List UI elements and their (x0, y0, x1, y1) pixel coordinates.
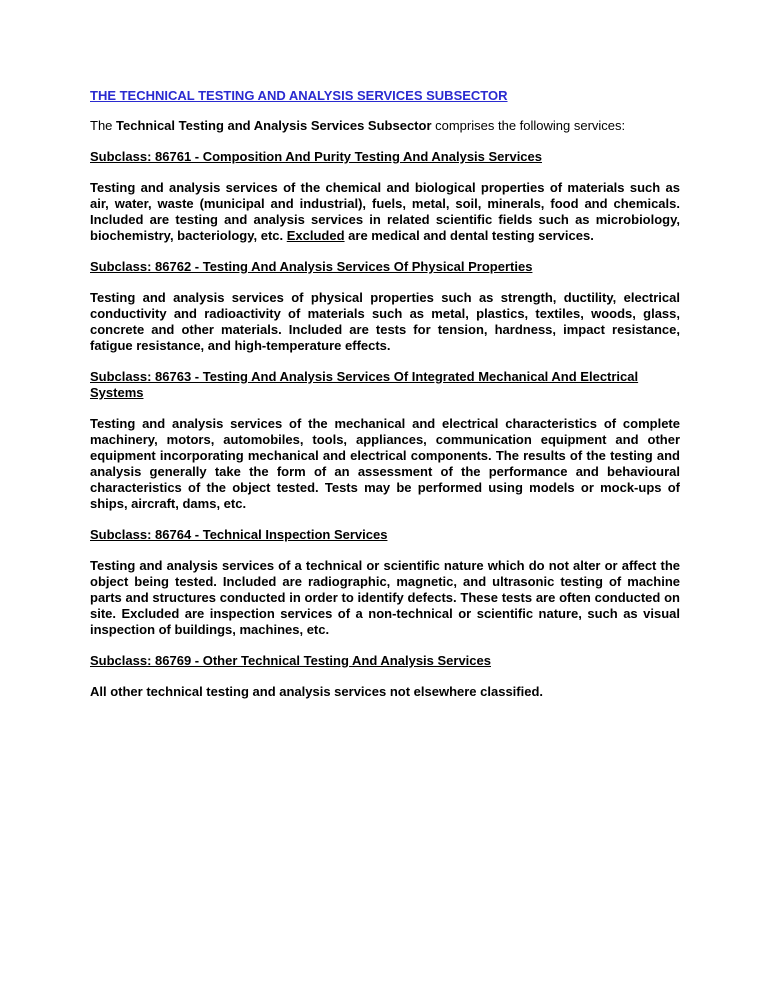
document-title-link[interactable]: THE TECHNICAL TESTING AND ANALYSIS SERVICES SUBSECTOR (90, 88, 508, 103)
subclass-heading-86769: Subclass: 86769 - Other Technical Testing And Analysis Services (90, 653, 491, 668)
subclass-heading-86764: Subclass: 86764 - Technical Inspection Services (90, 527, 388, 542)
subclass-body-86762: Testing and analysis services of physical properties such as strength, ductility, electrical conductivity and radioactivity of materials such as metal, plastics, textiles, woods, glass, concrete and other materials. Included are tests for tension, hardness, impact resistance, fatigue resistance, and high-temperature effects. (90, 290, 680, 353)
subclass-body-86764: Testing and analysis services of a technical or scientific nature which do not alter or affect the object being tested. Included are radiographic, magnetic, and ultrasonic testing of machine parts and structures conducted in order to identify defects. These tests are often conducted on site. Excluded are inspection services of a non-technical or scientific nature, such as visual inspection of buildings, machines, etc. (90, 558, 680, 637)
subclass-body-86761 (90, 180, 680, 244)
subclass-heading-86763: Subclass: 86763 - Testing And Analysis Services Of Integrated Mechanical And Electrical Systems (90, 369, 639, 400)
intro-suffix: comprises the following services: (431, 118, 626, 133)
intro-prefix: The (90, 118, 117, 133)
document-page (90, 88, 680, 715)
excluded-underlined-word: Excluded (286, 228, 345, 243)
subclass-heading-86761: Subclass: 86761 - Composition And Purity Testing And Analysis Services (90, 149, 542, 164)
subclass-body-86763: Testing and analysis services of the mechanical and electrical characteristics of complete machinery, motors, automobiles, tools, appliances, communication equipment and other equipment incorporating mechanical and electrical components. The results of the testing and analysis generally take the form of an assessment of the performance and behavioural characteristics of the object tested. Tests may be performed using models or mock-ups of ships, aircraft, dams, etc. (90, 416, 680, 511)
intro-paragraph (90, 118, 680, 134)
subclass-heading-86762: Subclass: 86762 - Testing And Analysis Services Of Physical Properties (90, 259, 533, 274)
subclass-body-86761-part2: are medical and dental testing services. (344, 228, 594, 243)
subclass-body-86761-part1: Testing and analysis services of the chemical and biological properties of materials such as air, water, waste (municipal and industrial), fuels, metal, soil, minerals, food and chemicals. Included are testing and analysis services in related scientific fields such as microbiology, biochemistry, bacteriology, etc. (90, 180, 680, 243)
intro-bold-term: Technical Testing and Analysis Services Subsector (116, 118, 432, 133)
subclass-body-86769: All other technical testing and analysis services not elsewhere classified. (90, 684, 544, 699)
